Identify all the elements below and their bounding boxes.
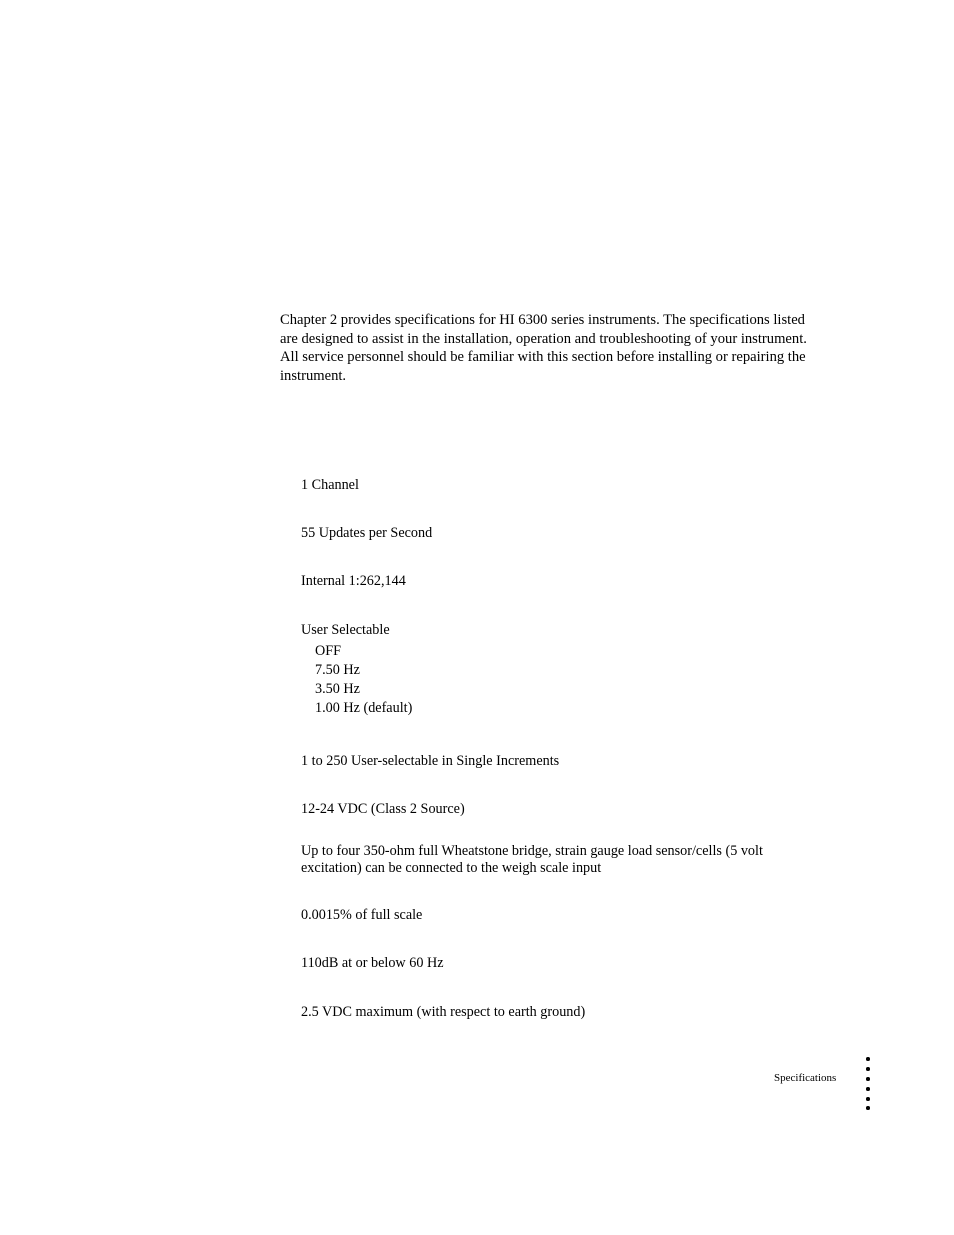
spec-common-mode: 2.5 VDC maximum (with respect to earth ground) <box>301 1004 586 1020</box>
dot <box>866 1077 870 1081</box>
spec-nonlinearity: 0.0015% of full scale <box>301 907 423 923</box>
filter-option: 7.50 Hz <box>315 662 360 678</box>
spec-power: 12-24 VDC (Class 2 Source) <box>301 801 465 817</box>
dot <box>866 1097 870 1101</box>
spec-load-cells: Up to four 350-ohm full Wheatstone bridge, strain gauge load sensor/cells (5 volt excitation) can be connected to the weigh scale input <box>301 843 763 876</box>
spec-resolution: Internal 1:262,144 <box>301 573 406 589</box>
spec-filter-heading: User Selectable <box>301 622 390 638</box>
filter-option: 1.00 Hz (default) <box>315 700 413 716</box>
spec-update-rate: 55 Updates per Second <box>301 525 433 541</box>
filter-option: OFF <box>315 643 342 659</box>
dot <box>866 1106 870 1110</box>
footer-section-label: Specifications <box>774 1072 837 1084</box>
spec-averages: 1 to 250 User-selectable in Single Increments <box>301 753 560 769</box>
filter-option: 3.50 Hz <box>315 681 360 697</box>
intro-paragraph: Chapter 2 provides specifications for HI 6300 series instruments. The specifications listed are designed to assist in the installation, operation and troubleshooting of your instrument. All service personnel should be familiar with this section before installing or repairing the instrument. <box>280 312 807 384</box>
dot <box>866 1057 870 1061</box>
spec-channels: 1 Channel <box>301 477 359 493</box>
spec-rejection: 110dB at or below 60 Hz <box>301 955 444 971</box>
dot <box>866 1067 870 1071</box>
dot <box>866 1087 870 1091</box>
page-edge-dots <box>865 1057 871 1109</box>
